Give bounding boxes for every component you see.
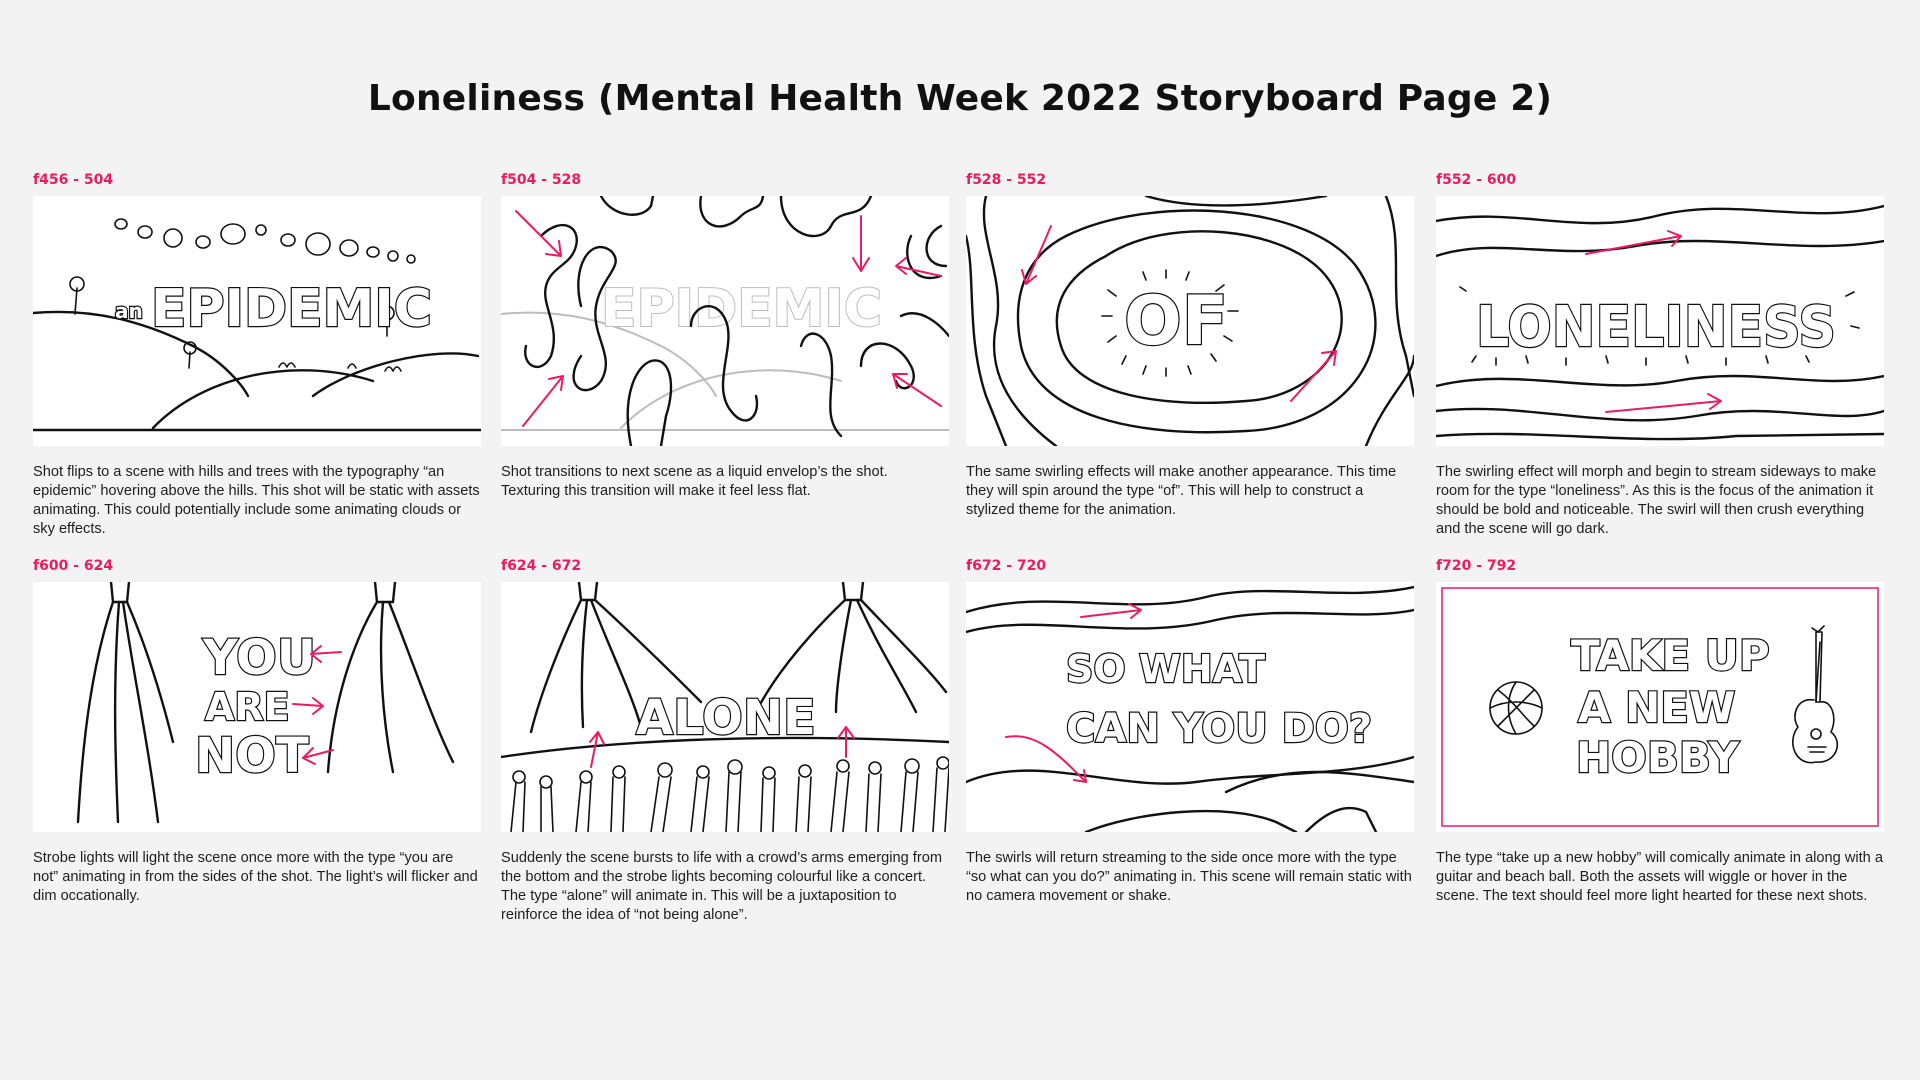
panel-caption: Shot flips to a scene with hills and trees with the typography “an epidemic” hovering above the hills. This shot will be static with assets animating. This could potentially include some animating clouds or sky effects. — [33, 464, 480, 537]
frame-range-label: f720 - 792 — [1436, 558, 1517, 574]
sketch-image-so-what-can-you-do — [966, 582, 1414, 832]
page-title: Loneliness (Mental Health Week 2022 Storyboard Page 2) — [367, 78, 1553, 119]
sketch-text-so-what: SO WHAT — [1066, 647, 1265, 691]
sketch-text-epidemic-faded: EPIDEMIC — [601, 279, 882, 339]
frame-range-label: f456 - 504 — [33, 172, 114, 188]
sketch-text-an: an — [115, 299, 143, 323]
sketch-text-alone: ALONE — [636, 690, 816, 746]
frame-range-label: f552 - 600 — [1436, 172, 1517, 188]
guitar-icon — [1793, 626, 1838, 763]
sketch-image-swirl-of — [966, 196, 1414, 446]
sketch-text-loneliness: LONELINESS — [1476, 295, 1836, 360]
sketch-image-liquid-transition — [501, 196, 949, 446]
panel-caption: Strobe lights will light the scene once more with the type “you are not” animating in from the sides of the shot. The light’s will flicker and dim occationally. — [33, 850, 478, 904]
sketch-text-epidemic: EPIDEMIC — [151, 279, 432, 339]
sketch-text-you: YOU — [203, 630, 316, 686]
sketch-text-not: NOT — [195, 728, 309, 784]
sketch-text-of: OF — [1124, 282, 1229, 361]
sketch-image-strobe-you-are-not — [33, 582, 481, 832]
frame-range-label: f600 - 624 — [33, 558, 114, 574]
panel-caption: The same swirling effects will make another appearance. This time they will spin around the type “of”. This will help to construct a stylized theme for the animation. — [966, 464, 1397, 518]
beach-ball-icon — [1490, 682, 1542, 734]
panel-caption: The swirls will return streaming to the side once more with the type “so what can you do?” animating in. This scene will remain static with no camera movement or shake. — [966, 850, 1412, 904]
frame-range-label: f504 - 528 — [501, 172, 582, 188]
sketch-image-alone-concert — [501, 582, 949, 832]
sketch-text-take-up: TAKE UP — [1571, 631, 1770, 680]
sketch-text-a-new: A NEW — [1578, 683, 1736, 732]
frame-range-label: f624 - 672 — [501, 558, 582, 574]
panel-caption: Suddenly the scene bursts to life with a crowd’s arms emerging from the bottom and the strobe lights becoming colourful like a concert. The type “alone” will animate in. This will be a juxtaposition to reinforce the idea of “not being alone”. — [501, 850, 942, 923]
panel-caption: Shot transitions to next scene as a liquid envelop’s the shot. Texturing this transition will make it feel less flat. — [501, 464, 888, 499]
sketch-image-take-up-a-new-hobby — [1436, 582, 1884, 832]
sketch-text-hobby: HOBBY — [1576, 733, 1739, 782]
sketch-image-loneliness — [1436, 196, 1884, 446]
frame-range-label: f672 - 720 — [966, 558, 1047, 574]
frame-range-label: f528 - 552 — [966, 172, 1047, 188]
sketch-text-are: ARE — [205, 685, 290, 729]
sketch-image-epidemic-hills — [33, 196, 481, 446]
sketch-text-can-you-do: CAN YOU DO? — [1066, 706, 1373, 752]
panel-caption: The type “take up a new hobby” will comically animate in along with a guitar and beach ball. Both the assets will wiggle or hover in the scene. The text should feel more light hearted for these next shots. — [1436, 850, 1883, 904]
panel-caption: The swirling effect will morph and begin to stream sideways to make room for the type “loneliness”. As this is the focus of the animation it should be bold and noticeable. The swirl will then crush everything and the scene will go dark. — [1436, 464, 1877, 537]
